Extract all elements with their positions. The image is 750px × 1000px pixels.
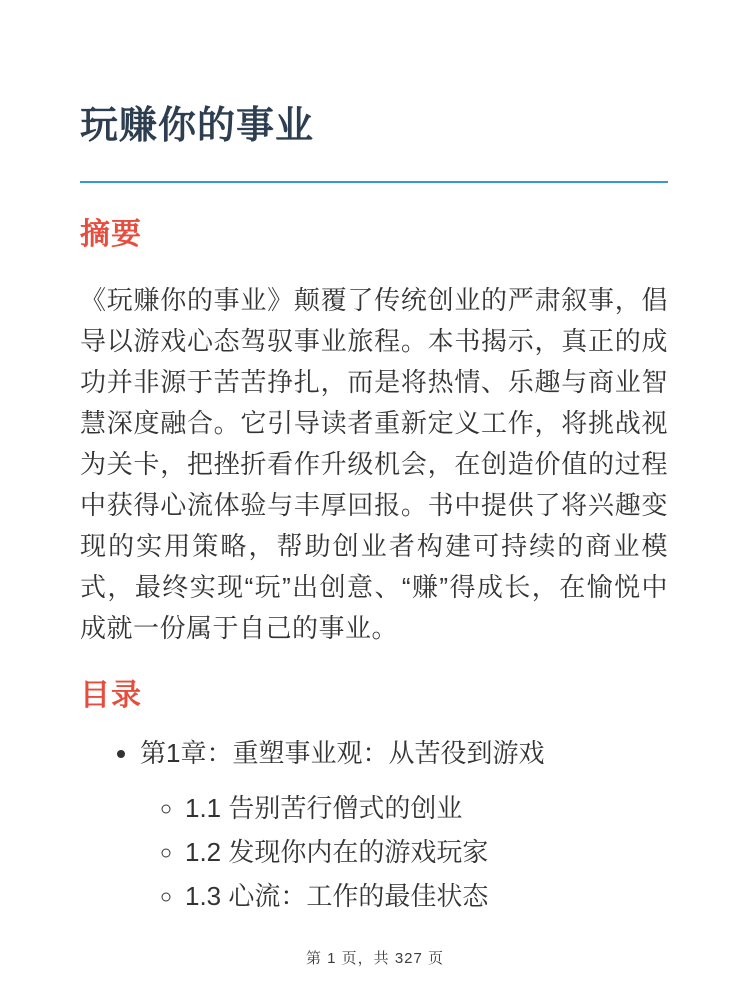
summary-heading: 摘要 [80, 217, 142, 251]
toc-chapter-label: 第1章：重塑事业观：从苦役到游戏 [140, 737, 545, 768]
title-divider [80, 181, 668, 183]
toc-section-item: ◦ 1.2 发现你内在的游戏玩家 [185, 837, 668, 868]
summary-text: 《玩赚你的事业》颠覆了传统创业的严肃叙事，倡导以游戏心态驾驭事业旅程。本书揭示，真正的成功并非源于苦苦挣扎，而是将热情、乐趣与商业智慧深度融合。它引导读者重新定义工作，将挑战视为关卡，把挫折看作升级机会，在创造价值的过程中获得心流体验与丰厚回报。书中提供了将兴趣变现的实用策略，帮助创业者构建可持续的商业模式，最终实现“玩”出创意、“赚”得成长，在愉悦中成就一份属于自己的事业。 [80, 284, 668, 643]
toc-sublist [140, 793, 668, 912]
page-footer: 第 1 页，共 327 页 [305, 950, 445, 967]
toc-section-item: ◦ 1.1 告别苦行僧式的创业 [185, 793, 668, 824]
toc-chapter-item [140, 738, 668, 912]
toc-list [80, 738, 668, 912]
toc-section-item: ◦ 1.3 心流：工作的最佳状态 [185, 881, 668, 912]
page-title: 玩赚你的事业 [80, 105, 315, 147]
toc-heading: 目录 [80, 678, 142, 712]
